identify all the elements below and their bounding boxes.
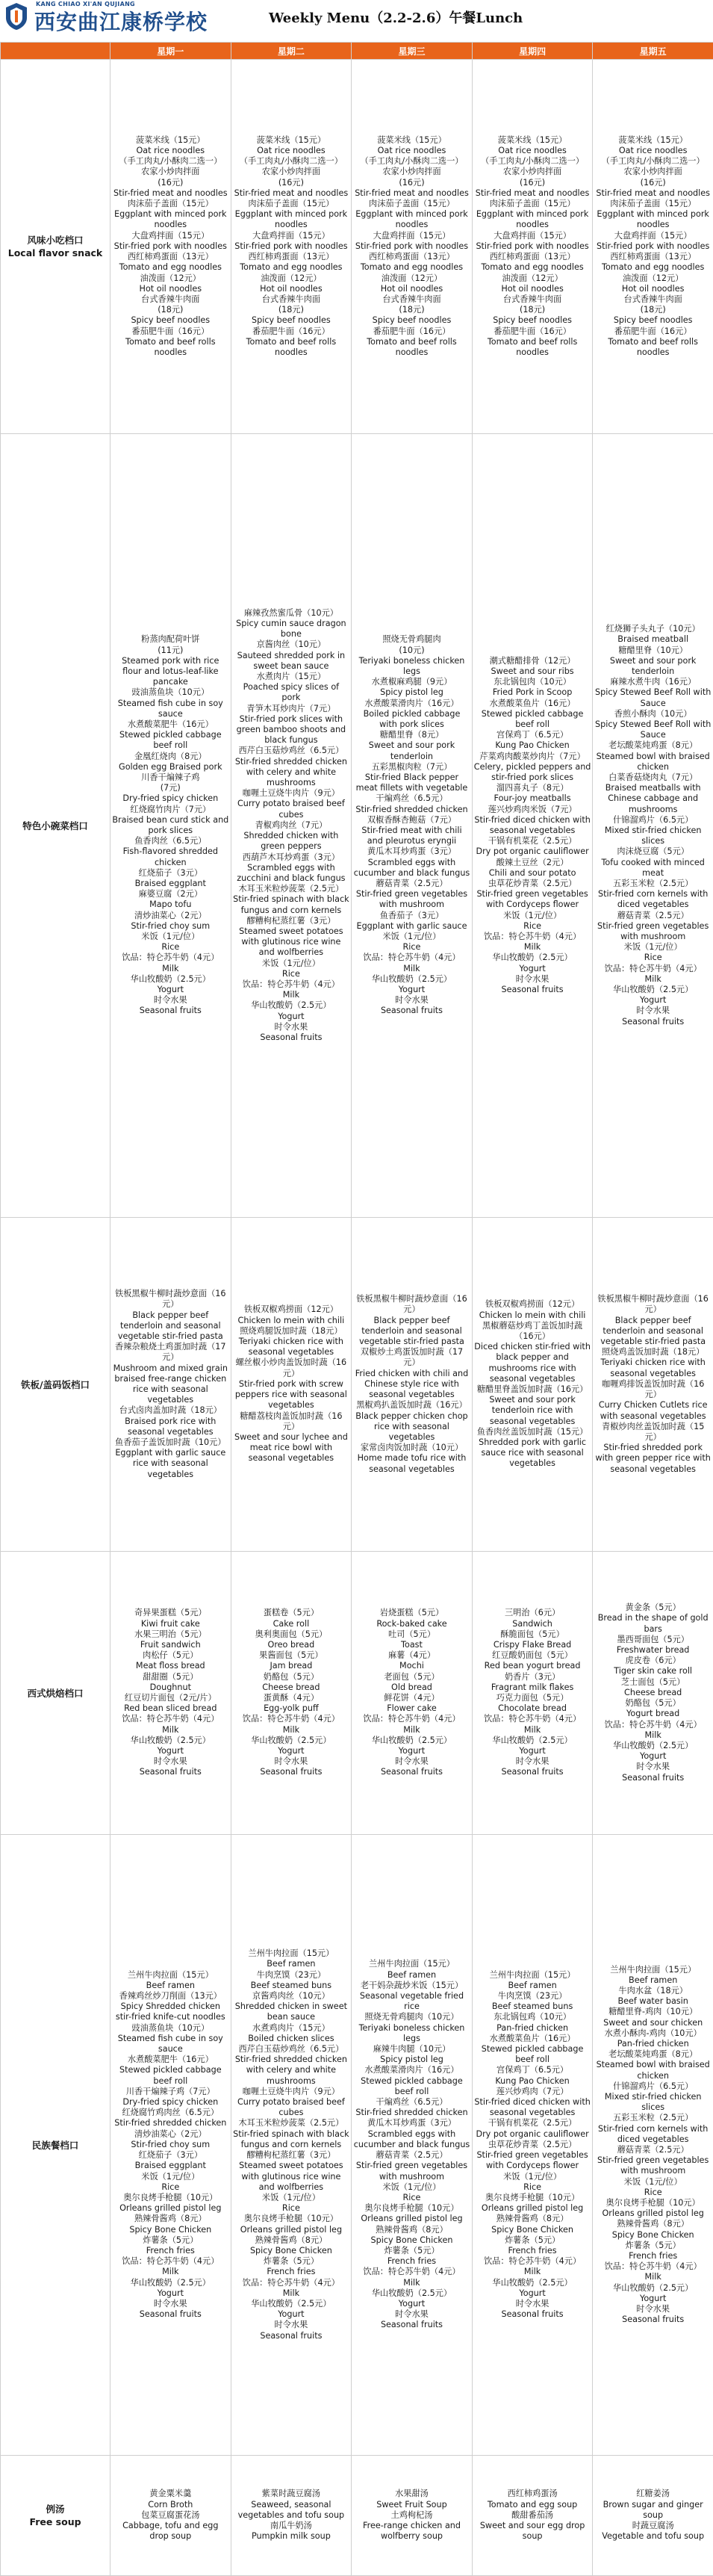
- category-label: 民族餐档口: [1, 1835, 110, 2456]
- menu-row-ethnic: [1, 1835, 713, 2456]
- menu-cell: 铁板双椒鸡捞面（12元） Chicken lo mein with chili 照烧鸡腿饭加时蔬（18元） Teriyaki chicken rice with seasonal vegetables 螺丝椒小炒肉盖饭加时蔬（16元） Stir-fried pork with screw peppers rice with seasonal vegetables 糖醋荔枝肉盖饭加时蔬（16元） Sweet and sour lychee and meat rice bowl with seasonal vegetables: [231, 1218, 352, 1552]
- menu-cell: 麻辣孜然蜜瓜骨（10元） Spicy cumin sauce dragon bone 京酱肉丝（10元） Sauteed shredded pork in sweet bean sauce 水煮肉片（15元） Poached spicy slices of pork 青笋木耳炒肉片（7元） Stir-fried pork slices with green bamboo shoots and black fungus 西芹白玉菇炒鸡丝（6.5元） Stir-fried shredded chicken with celery and white mushrooms 咖喱土豆烧牛肉片（9元） Curry potato braised beef cubes 青椒鸡肉丝（7元） Shredded chicken with green peppers 西葫芦木耳炒鸡蛋（3元） Scrambled eggs with zucchini and black fungus 木耳玉米粒炒菠菜（2.5元） Stir-fried spinach with black fungus and corn kernels 醪糟枸杞蒸红薯（3元） Steamed sweet potatoes with glutinous rice wine and wolfberries 米饭（1元/位） Rice 饮品：特仑苏牛奶（4元） Milk 华山牧酸奶（2.5元） Yogurt 时令水果 Seasonal fruits: [231, 434, 352, 1218]
- menu-cell: 兰州牛肉拉面（15元） Beef ramen 老干妈杂蔬炒米饭（15元） Seasonal vegetable fried rice 照烧无骨鸡腿肉（10元） Teriyaki boneless chicken legs 麻辣牛肉腿（10元） Spicy pistol leg 水煮酸菜滑肉片（16元） Stewed pickled cabbage beef roll 干煸鸡丝（6.5元） Stir-fried shredded chicken 黄瓜木耳炒鸡蛋（3元） Scrambled eggs with cucumber and black fungus 蘑菇青菜（2.5元） Stir-fried green vegetables with mushroom 米饭（1元/位） Rice 奥尔良烤手枪腿（10元） Orleans grilled pistol leg 熟辣骨酱鸡（8元） Spicy Bone Chicken 炸薯条（5元） French fries 饮品：特仑苏牛奶（4元） Milk 华山牧酸奶（2.5元） Yogurt 时令水果 Seasonal fruits: [352, 1835, 473, 2456]
- menu-cell: 兰州牛肉拉面（15元） Beef ramen 牛肉水盆（18元） Beef water basin 糖醋里脊-鸡肉（10元） Sweet and sour chicken 水煮小酥肉-鸡肉（10元） Pan-fried chicken 老坛酸菜炖鸡蛋（8元） Steamed bowl with braised chicken 什锦溜鸡片（6.5元） Mixed stir-fried chicken slices 五彩玉米粒（2.5元） Stir-fried corn kernels with diced vegetables 蘑菇青菜（2.5元） Stir-fried green vegetables with mushroom 米饭（1元/位） Rice 奥尔良烤手枪腿（10元） Orleans grilled pistol leg 熟辣骨酱鸡（8元） Spicy Bone Chicken 炸薯条（5元） French fries 饮品：特仑苏牛奶（4元） Milk 华山牧酸奶（2.5元） Yogurt 时令水果 Seasonal fruits: [593, 1835, 713, 2456]
- day-thursday: 星期四: [472, 43, 593, 60]
- menu-title: Weekly Menu（2.2-2.6）午餐Lunch: [269, 7, 523, 27]
- menu-cell: 红糖姜汤 Brown sugar and ginger soup 时蔬豆腐汤 Vegetable and tofu soup: [593, 2456, 713, 2576]
- school-name-en: KANG CHIAO XI'AN QUJIANG: [36, 1, 135, 7]
- category-label: 例汤 Free soup: [1, 2456, 110, 2576]
- day-friday: 星期五: [593, 43, 713, 60]
- menu-cell: 水果甜汤 Sweet Fruit Soup 土鸡枸杞汤 Free-range chicken and wolfberry soup: [352, 2456, 473, 2576]
- school-name-cn: 西安曲江康桥学校: [34, 6, 208, 36]
- menu-cell: 紫菜时蔬豆腐汤 Seaweed, seasonal vegetables and tofu soup 南瓜牛奶汤 Pumpkin milk soup: [231, 2456, 352, 2576]
- menu-cell: 照烧无骨鸡腿肉 (10元) Teriyaki boneless chicken legs 水煮椒麻鸡腿（9元） Spicy pistol leg 水煮酸菜滑肉片（16元） Boiled pickled cabbage with pork slices 糖醋里脊（8元） Sweet and sour pork tenderloin 五彩黑椒肉粒（7元） Stir-fried Black pepper meat fillets with vegetable 干煸鸡丝（6.5元） Stir-fried shredded chicken 双椒香酥杏鲍菇（7元） Stir-fried meat with chili and pleurotus eryngii 黄瓜木耳炒鸡蛋（3元） Scrambled eggs with cucumber and black fungus 蘑菇青菜（2.5元） Stir-fried green vegetables with mushroom 鱼香茄子（3元） Eggplant with garlic sauce 米饭（1元/位） Rice 饮品：特仑苏牛奶（4元） Milk 华山牧酸奶（2.5元） Yogurt 时令水果 Seasonal fruits: [352, 434, 473, 1218]
- menu-cell: 黄金条（5元） Bread in the shape of gold bars 墨西哥面包（5元） Freshwater bread 虎皮卷（6元） Tiger skin cake roll 芝士面包（5元） Cheese bread 奶酪包（5元） Yogurt bread 饮品：特仑苏牛奶（4元） Milk 华山牧酸奶（2.5元） Yogurt 时令水果 Seasonal fruits: [593, 1552, 713, 1835]
- menu-cell: 粉蒸肉配荷叶饼 (11元) Steamed pork with rice flour and lotus-leaf-like pancake 豉油蒸鱼块（10元） Steamed fish cube in soy sauce 水煮酸菜肥牛（16元） Stewed pickled cabbage beef roll 金凰红烧肉（8元） Golden egg Braised pork 川香干煸辣子鸡 (7元) Dry-fried spicy chicken 红烧腐竹肉片（7元） Braised bean curd stick and pork slices 鱼香肉丝（6.5元） Fish-flavored shredded chicken 红烧茄子（3元） Braised eggplant 麻婆豆腐（2元） Mapo tofu 清炒油菜心（2元） Stir-fried choy sum 米饭（1元/位） Rice 饮品：特仑苏牛奶（4元） Milk 华山牧酸奶（2.5元） Yogurt 时令水果 Seasonal fruits: [110, 434, 231, 1218]
- menu-cell: 菠菜米线（15元） Oat rice noodles （手工肉丸/小酥肉二选一） 农家小炒肉拌面 (16元) Stir-fried meat and noodles 肉沫茄子盖面（15元） Eggplant with minced pork noodles 大盘鸡拌面（15元） Stir-fried pork with noodles 西红柿鸡蛋面（13元） Tomato and egg noodles 油泼面（12元） Hot oil noodles 台式香辣牛肉面 (18元) Spicy beef noodles 番茄肥牛面（16元） Tomato and beef rolls noodles: [231, 60, 352, 434]
- menu-cell: 菠菜米线（15元） Oat rice noodles （手工肉丸/小酥肉二选一） 农家小炒肉拌面 (16元) Stir-fried meat and noodles 肉沫茄子盖面（15元） Eggplant with minced pork noodles 大盘鸡拌面（15元） Stir-fried pork with noodles 西红柿鸡蛋面（13元） Tomato and egg noodles 油泼面（12元） Hot oil noodles 台式香辣牛肉面 (18元) Spicy beef noodles 番茄肥牛面（16元） Tomato and beef rolls noodles: [593, 60, 713, 434]
- menu-cell: 兰州牛肉拉面（15元） Beef ramen 牛肉烹馍（23元） Beef steamed buns 京酱鸡肉丝（10元） Shredded chicken in sweet bean sauce 水煮鸡肉片（15元） Boiled chicken slices 西芹白玉菇炒鸡丝（6.5元） Stir-fried shredded chicken with celery and white mushrooms 咖喱土豆烧牛肉片（9元） Curry potato braised beef cubes 木耳玉米粒炒菠菜（2.5元） Stir-fried spinach with black fungus and corn kernels 醪糟枸杞蒸红薯（3元） Steamed sweet potatoes with glutinous rice wine and wolfberries 米饭（1元/位） Rice 奥尔良烤手枪腿（10元） Orleans grilled pistol leg 熟辣骨酱鸡（8元） Spicy Bone Chicken 炸薯条（5元） French fries 饮品：特仑苏牛奶（4元） Milk 华山牧酸奶（2.5元） Yogurt 时令水果 Seasonal fruits: [231, 1835, 352, 2456]
- day-header-row: [1, 43, 713, 60]
- day-monday: 星期一: [110, 43, 231, 60]
- menu-cell: 西红柿鸡蛋汤 Tomato and egg soup 酸甜番茄汤 Sweet and sour egg drop soup: [472, 2456, 593, 2576]
- menu-cell: 红烧狮子头丸子（10元） Braised meatball 糖醋里脊（10元） Sweet and sour pork tenderloin 麻辣水煮牛肉（16元） Spicy Stewed Beef Roll with Sauce 香煎小酥肉（10元） Spicy Stewed Beef Roll with Sauce 老坛酸菜炖鸡蛋（8元） Steamed bowl with braised chicken 白菜香菇烧肉丸（7元） Braised meatballs with Chinese cabbage and mushrooms 什锦溜鸡片（6.5元） Mixed stir-fried chicken slices 肉沫烧豆腐（5元） Tofu cooked with minced meat 五彩玉米粒（2.5元） Stir-fried corn kernels with diced vegetables 蘑菇青菜（2.5元） Stir-fried green vegetables with mushroom 米饭（1元/位） Rice 饮品：特仑苏牛奶（4元） Milk 华山牧酸奶（2.5元） Yogurt 时令水果 Seasonal fruits: [593, 434, 713, 1218]
- school-logo-icon: [1, 1, 31, 31]
- menu-row-iron-plate: [1, 1218, 713, 1552]
- menu-cell: 黄金粟米羹 Corn Broth 包菜豆腐蛋花汤 Cabbage, tofu and egg drop soup: [110, 2456, 231, 2576]
- category-label: 铁板/盖码饭档口: [1, 1218, 110, 1552]
- menu-cell: 三明治（6元） Sandwich 酥脆面包（5元） Crispy Flake Bread 红豆酸奶面包（5元） Red bean yogurt bread 奶香片（3元） Fragrant milk flakes 巧克力面包（5元） Chocolate bread 饮品：特仑苏牛奶（4元） Milk 华山牧酸奶（2.5元） Yogurt 时令水果 Seasonal fruits: [472, 1552, 593, 1835]
- menu-cell: 兰州牛肉拉面（15元） Beef ramen 香辣鸡丝炒刀削面（13元） Spicy Shredded chicken stir-fried knife-cut noodles 豉油蒸鱼块（10元） Steamed fish cube in soy sauce 水煮酸菜肥牛（16元） Stewed pickled cabbage beef roll 川香干煸辣子鸡（7元） Dry-fried spicy chicken 红烧腐竹鸡肉丝（6.5元） Stir-fried shredded chicken 清炒油菜心（2元） Stir-fried choy sum 红烧茄子（3元） Braised eggplant 米饭（1元/位） Rice 奥尔良烤手枪腿（10元） Orleans grilled pistol leg 熟辣骨酱鸡（8元） Spicy Bone Chicken 炸薯条（5元） French fries 饮品：特仑苏牛奶（4元） Milk 华山牧酸奶（2.5元） Yogurt 时令水果 Seasonal fruits: [110, 1835, 231, 2456]
- menu-cell: 菠菜米线（15元） Oat rice noodles （手工肉丸/小酥肉二选一） 农家小炒肉拌面 (16元) Stir-fried meat and noodles 肉沫茄子盖面（15元） Eggplant with minced pork noodles 大盘鸡拌面（15元） Stir-fried pork with noodles 西红柿鸡蛋面（13元） Tomato and egg noodles 油泼面（12元） Hot oil noodles 台式香辣牛肉面 (18元) Spicy beef noodles 番茄肥牛面（16元） Tomato and beef rolls noodles: [110, 60, 231, 434]
- menu-row-bakery: [1, 1552, 713, 1835]
- menu-cell: 奇异果蛋糕（5元） Kiwi fruit cake 水果三明治（5元） Fruit sandwich 肉松仔（5元） Meat floss bread 甜甜圈（5元） Doughnut 红豆切片面包（2元/片） Red bean sliced bread 饮品：特仑苏牛奶（4元） Milk 华山牧酸奶（2.5元） Yogurt 时令水果 Seasonal fruits: [110, 1552, 231, 1835]
- menu-row-small-dishes: [1, 434, 713, 1218]
- menu-cell: 蛋糕卷（5元） Cake roll 奥利奥面包（5元） Oreo bread 果酱面包（5元） Jam bread 奶酪包（5元） Cheese bread 蛋黄酥（4元） Egg-yolk puff 饮品：特仑苏牛奶（4元） Milk 华山牧酸奶（2.5元） Yogurt 时令水果 Seasonal fruits: [231, 1552, 352, 1835]
- menu-cell: 铁板双椒鸡捞面（12元） Chicken lo mein with chili 黑椒蘑菇炒鸡丁盖饭加时蔬（16元） Diced chicken stir-fried with black pepper and mushrooms rice with seasonal vegetables 糖醋里脊盖饭加时蔬（16元） Sweet and sour pork tenderloin rice with seasonal vegetables 鱼香肉丝盖饭加时蔬（15元） Shredded pork with garlic sauce rice with seasonal vegetables: [472, 1218, 593, 1552]
- menu-cell: 岩烧蛋糕（5元） Rock-baked cake 吐司（5元） Toast 麻薯（4元） Mochi 老面包（5元） Old bread 鲜花饼（4元） Flower cake 饮品：特仑苏牛奶（4元） Milk 华山牧酸奶（2.5元） Yogurt 时令水果 Seasonal fruits: [352, 1552, 473, 1835]
- day-wednesday: 星期三: [352, 43, 473, 60]
- category-label: 西式烘焙档口: [1, 1552, 110, 1835]
- header: [0, 0, 713, 42]
- corner-cell: [1, 43, 110, 60]
- category-label: 特色小碗菜档口: [1, 434, 110, 1218]
- menu-row-local-snack: [1, 60, 713, 434]
- weekly-menu-table: [0, 42, 713, 2576]
- menu-cell: 菠菜米线（15元） Oat rice noodles （手工肉丸/小酥肉二选一） 农家小炒肉拌面 (16元) Stir-fried meat and noodles 肉沫茄子盖面（15元） Eggplant with minced pork noodles 大盘鸡拌面（15元） Stir-fried pork with noodles 西红柿鸡蛋面（13元） Tomato and egg noodles 油泼面（12元） Hot oil noodles 台式香辣牛肉面 (18元) Spicy beef noodles 番茄肥牛面（16元） Tomato and beef rolls noodles: [352, 60, 473, 434]
- menu-cell: 菠菜米线（15元） Oat rice noodles （手工肉丸/小酥肉二选一） 农家小炒肉拌面 (16元) Stir-fried meat and noodles 肉沫茄子盖面（15元） Eggplant with minced pork noodles 大盘鸡拌面（15元） Stir-fried pork with noodles 西红柿鸡蛋面（13元） Tomato and egg noodles 油泼面（12元） Hot oil noodles 台式香辣牛肉面 (18元) Spicy beef noodles 番茄肥牛面（16元） Tomato and beef rolls noodles: [472, 60, 593, 434]
- menu-cell: 潮式糖醋排骨（12元） Sweet and sour ribs 东北锅包肉（10元） Fried Pork in Scoop 水煮酸菜鱼片（16元） Stewed pickled cabbage beef roll 宫保鸡丁（6.5元） Kung Pao Chicken 芹菜鸡肉酸菜炒肉片（7元） Celery, pickled peppers and stir-fried pork slices 溜四喜丸子（8元） Four-joy meatballs 莲兴炒鸡肉米饭（7元） Stir-fried diced chicken with seasonal vegetables 干锅有机菜花（2.5元） Dry pot organic cauliflower 酸辣土豆丝（2元） Chili and sour potato 虫草花炒青菜（2.5元） Stir-fried green vegetables with Cordyceps flower 米饭（1元/位） Rice 饮品：特仑苏牛奶（4元） Milk 华山牧酸奶（2.5元） Yogurt 时令水果 Seasonal fruits: [472, 434, 593, 1218]
- day-tuesday: 星期二: [231, 43, 352, 60]
- category-label: 风味小吃档口 Local flavor snack: [1, 60, 110, 434]
- menu-cell: 兰州牛肉拉面（15元） Beef ramen 牛肉烹馍（23元） Beef steamed buns 东北锅包鸡（10元） Pan-fried chicken 水煮酸菜鱼片（16元） Stewed pickled cabbage beef roll 宫保鸡丁（6.5元） Kung Pao Chicken 莲兴炒鸡肉（7元） Stir-fried diced chicken with seasonal vegetables 干锅有机菜花（2.5元） Dry pot organic cauliflower 虫草花炒青菜（2.5元） Stir-fried green vegetables with Cordyceps flower 米饭（1元/位） Rice 奥尔良烤手枪腿（10元） Orleans grilled pistol leg 熟辣骨酱鸡（8元） Spicy Bone Chicken 炸薯条（5元） French fries 饮品：特仑苏牛奶（4元） Milk 华山牧酸奶（2.5元） Yogurt 时令水果 Seasonal fruits: [472, 1835, 593, 2456]
- menu-cell: 铁板黑椒牛柳时蔬炒意面（16元） Black pepper beef tenderloin and seasonal vegetable stir-fried pasta 照烧鸡盖饭加时蔬（18元） Teriyaki chicken rice with seasonal vegetables 咖喱鸡排饭盖饭加时蔬（16元） Curry Chicken Cutlets rice with seasonal vegetables 青椒炒肉丝盖饭加时蔬（15元） Stir-fried shredded pork with green pepper rice with seasonal vegetables: [593, 1218, 713, 1552]
- menu-cell: 铁板黑椒牛柳时蔬炒意面（16元） Black pepper beef tenderloin and seasonal vegetable stir-fried pasta 香辣杂粮烧土鸡蛋加时蔬（17元） Mushroom and mixed grain braised free-range chicken rice with seasonal vegetables 台式卤肉盖加时蔬（18元） Braised pork rice with seasonal vegetables 鱼香茄子盖饭加时蔬（10元） Eggplant with garlic sauce rice with seasonal vegetables: [110, 1218, 231, 1552]
- menu-row-soup: [1, 2456, 713, 2576]
- menu-cell: 铁板黑椒牛柳时蔬炒意面（16元） Black pepper beef tenderloin and seasonal vegetable stir-fried pasta 双椒炒土鸡蛋饭加时蔬（17元） Fried chicken with chili and Chinese style rice with seasonal vegetables 黑椒鸡扒盖饭加时蔬（16元） Black pepper chicken chop rice with seasonal vegetables 家常卤肉饭加时蔬（10元） Home made tofu rice with seasonal vegetables: [352, 1218, 473, 1552]
